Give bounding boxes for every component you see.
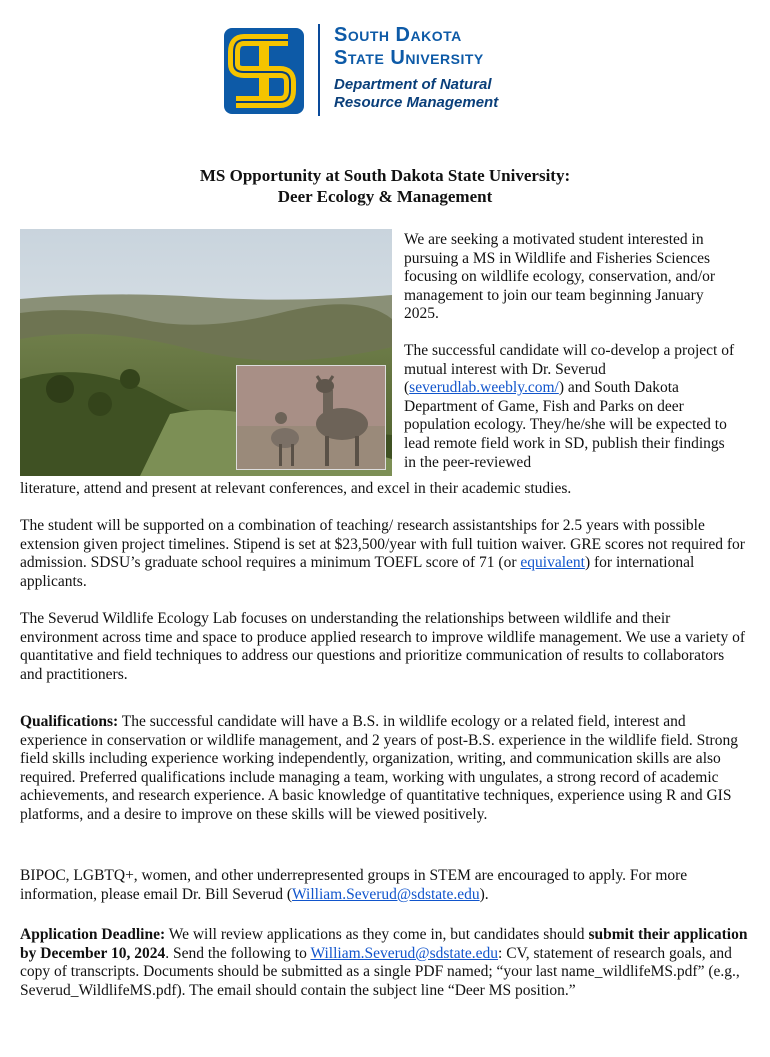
sdsu-logo [214, 22, 314, 120]
deadline-text-a: We will review applications as they come in, but candidates should [165, 926, 589, 943]
page-title [0, 165, 770, 207]
title-line-2: Deer Ecology & Management [277, 187, 493, 206]
support-text-b: ) for international applicants. [20, 554, 695, 590]
intro-continuation [20, 480, 748, 499]
university-line-1: South Dakota [334, 24, 462, 46]
application-email-link[interactable]: William.Severud@sdstate.edu [310, 944, 499, 962]
deadline-section [20, 926, 748, 1000]
qualifications-label: Qualifications: [20, 713, 119, 730]
title-line-1: MS Opportunity at South Dakota State University: [199, 166, 571, 185]
intro-p2-text-b: ) and South Dakota Department of Game, Fish and Parks on deer population ecology. They/he/she will be expected to lead remote field work in SD, publish their findings in the peer-reviewed [404, 379, 727, 471]
support-paragraph [20, 517, 748, 591]
deadline-label: Application Deadline: [20, 926, 166, 943]
header [214, 18, 574, 120]
diversity-section [20, 867, 748, 904]
diversity-text-b: ). [479, 885, 489, 903]
deadline-text-b: . Send the following to [165, 944, 311, 962]
department-line-1: Department of Natural [334, 76, 492, 93]
contact-email-link[interactable]: William.Severud@sdstate.edu [292, 885, 480, 903]
support-text-a: The student will be supported on a combination of teaching/ research assistantships for 2.5 years with possible extension given project timelines. Stipend is set at $23,500/year with full tuition waiver. GRE scores not required for admission. SDSU’s graduate school requires a minimum TOEFL score of 71 (or [20, 517, 745, 572]
lab-section [20, 610, 748, 684]
lab-paragraph: The Severud Wildlife Ecology Lab focuses on understanding the relationships between wildlife and their environment across time and space to produce applied research to improve wildlife management. We use a variety of quantitative and field techniques to address our questions and prioritize communication of results to collaborators and practitioners. [20, 610, 745, 683]
intro-section [404, 231, 740, 490]
intro-p2-text-a: The successful candidate will co-develop a project of mutual interest with Dr. Severud ( [404, 341, 735, 397]
department-name [334, 76, 498, 112]
header-divider [318, 24, 320, 116]
severud-lab-link[interactable]: severudlab.weebly.com/ [409, 379, 559, 397]
qualifications-section [20, 713, 748, 825]
deer-photo [236, 365, 386, 470]
deadline-paragraph [20, 926, 748, 1000]
deadline-text-c: : CV, statement of research goals, and copy of transcripts. Documents should be submitted as a single PDF named; “your last name_wildlifeMS.pdf” (e.g., Severud_WildlifeMS.pdf). The email should contain the subject line “Deer MS position.” [20, 944, 740, 999]
qualifications-paragraph [20, 713, 748, 825]
intro-p2-text-c: literature, attend and present at relevant conferences, and excel in their academic studies. [20, 480, 572, 497]
department-line-2: Resource Management [334, 94, 499, 111]
intro-paragraph-1: We are seeking a motivated student interested in pursuing a MS in Wildlife and Fisheries Sciences focusing on wildlife ecology, conservation, and/or management to join our team beginning January 2025. [404, 231, 716, 323]
intro-paragraph-2 [404, 342, 740, 472]
university-line-2: State University [334, 47, 484, 69]
support-section [20, 517, 748, 591]
diversity-paragraph [20, 867, 748, 904]
diversity-text-a: BIPOC, LGBTQ+, women, and other underrepresented groups in STEM are encouraged to apply. For more information, please email Dr. Bill Severud ( [20, 867, 688, 903]
deadline-date: submit their application by December 10, 2024 [20, 926, 748, 962]
qualifications-text: The successful candidate will have a B.S. in wildlife ecology or a related field, interest and experience in conservation or wildlife management, and 2 years of post-B.S. experience in the wildlife field. Strong field skills including experience working independently, organization, writing, and communication skills are also required. Preferred qualifications include managing a team, working with ungulates, a strong record of academic achievements, and research experience. A basic knowledge of quantitative techniques, experience using R and GIS platforms, and a desire to improve on these skills will be viewed positively. [20, 713, 738, 823]
toefl-equivalent-link[interactable]: equivalent [520, 554, 585, 572]
university-name [334, 24, 484, 70]
